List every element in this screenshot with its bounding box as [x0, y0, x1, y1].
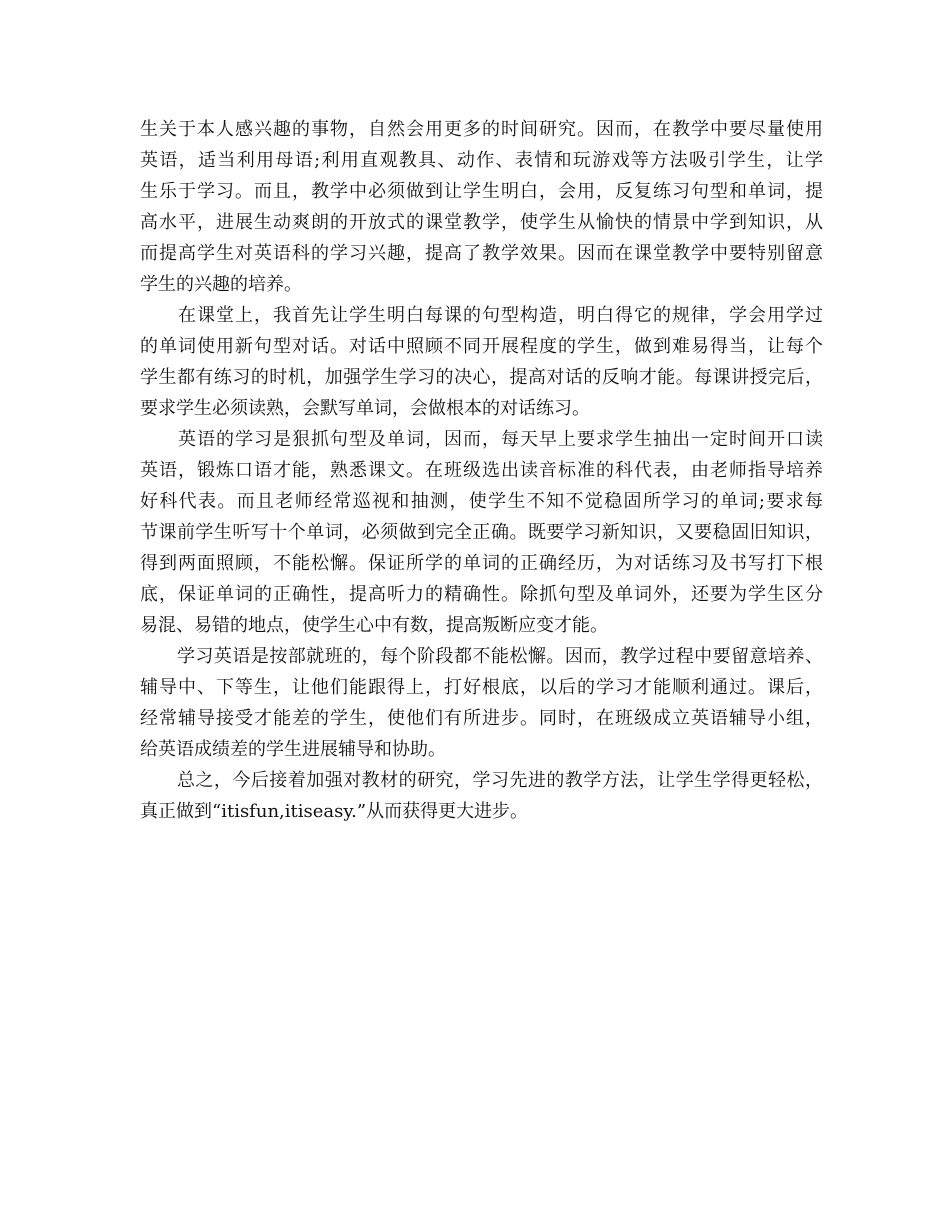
paragraph-2	[140, 300, 823, 424]
paragraph-4	[140, 641, 823, 765]
text-line: 总之，今后接着加强对教材的研究，学习先进的教学方法，让学生学得更轻松，	[140, 770, 823, 791]
text-line: 真正做到“itisfun,itiseasy.”从而获得更大进步。	[140, 801, 529, 822]
text-line: 高水平，进展生动爽朗的开放式的课堂教学，使学生从愉快的情景中学到知识，从	[140, 212, 823, 233]
text-line: 在课堂上，我首先让学生明白每课的句型构造，明白得它的规律，学会用学过	[140, 305, 823, 326]
text-line: 英语，适当利用母语;利用直观教具、动作、表情和玩游戏等方法吸引学生，让学	[140, 150, 823, 171]
text-line: 好科代表。而且老师经常巡视和抽测，使学生不知不觉稳固所学习的单词;要求每	[140, 491, 823, 512]
text-line: 易混、易错的地点，使学生心中有数，提高叛断应变才能。	[140, 615, 608, 636]
text-line: 的单词使用新句型对话。对话中照顾不同开展程度的学生，做到难易得当，让每个	[140, 336, 823, 357]
text-line: 而提高学生对英语科的学习兴趣，提高了教学效果。因而在课堂教学中要特别留意	[140, 243, 823, 264]
text-line: 生乐于学习。而且，教学中必须做到让学生明白，会用，反复练习句型和单词，提	[140, 181, 823, 202]
paragraph-1	[140, 114, 823, 300]
text-line: 学习英语是按部就班的，每个阶段都不能松懈。因而，教学过程中要留意培养、	[140, 646, 823, 667]
text-line: 节课前学生听写十个单词，必须做到完全正确。既要学习新知识，又要稳固旧知识，	[140, 522, 823, 543]
document-body	[140, 114, 823, 827]
text-line: 英语，锻炼口语才能，熟悉课文。在班级选出读音标准的科代表，由老师指导培养	[140, 460, 823, 481]
text-line: 给英语成绩差的学生进展辅导和协助。	[140, 739, 446, 760]
text-line: 辅导中、下等生，让他们能跟得上，打好根底，以后的学习才能顺利通过。课后，	[140, 677, 823, 698]
text-line: 学生都有练习的时机，加强学生学习的决心，提高对话的反响才能。每课讲授完后，	[140, 367, 823, 388]
text-line: 要求学生必须读熟，会默写单词，会做根本的对话练习。	[140, 398, 590, 419]
text-line: 得到两面照顾，不能松懈。保证所学的单词的正确经历，为对话练习及书写打下根	[140, 553, 823, 574]
text-line: 英语的学习是狠抓句型及单词，因而，每天早上要求学生抽出一定时间开口读	[140, 429, 823, 450]
paragraph-5	[140, 765, 823, 827]
text-line: 底，保证单词的正确性，提高听力的精确性。除抓句型及单词外，还要为学生区分	[140, 584, 823, 605]
text-line: 生关于本人感兴趣的事物，自然会用更多的时间研究。因而，在教学中要尽量使用	[140, 119, 823, 140]
text-line: 学生的兴趣的培养。	[140, 274, 302, 295]
text-line: 经常辅导接受才能差的学生，使他们有所进步。同时，在班级成立英语辅导小组，	[140, 708, 823, 729]
paragraph-3	[140, 424, 823, 641]
